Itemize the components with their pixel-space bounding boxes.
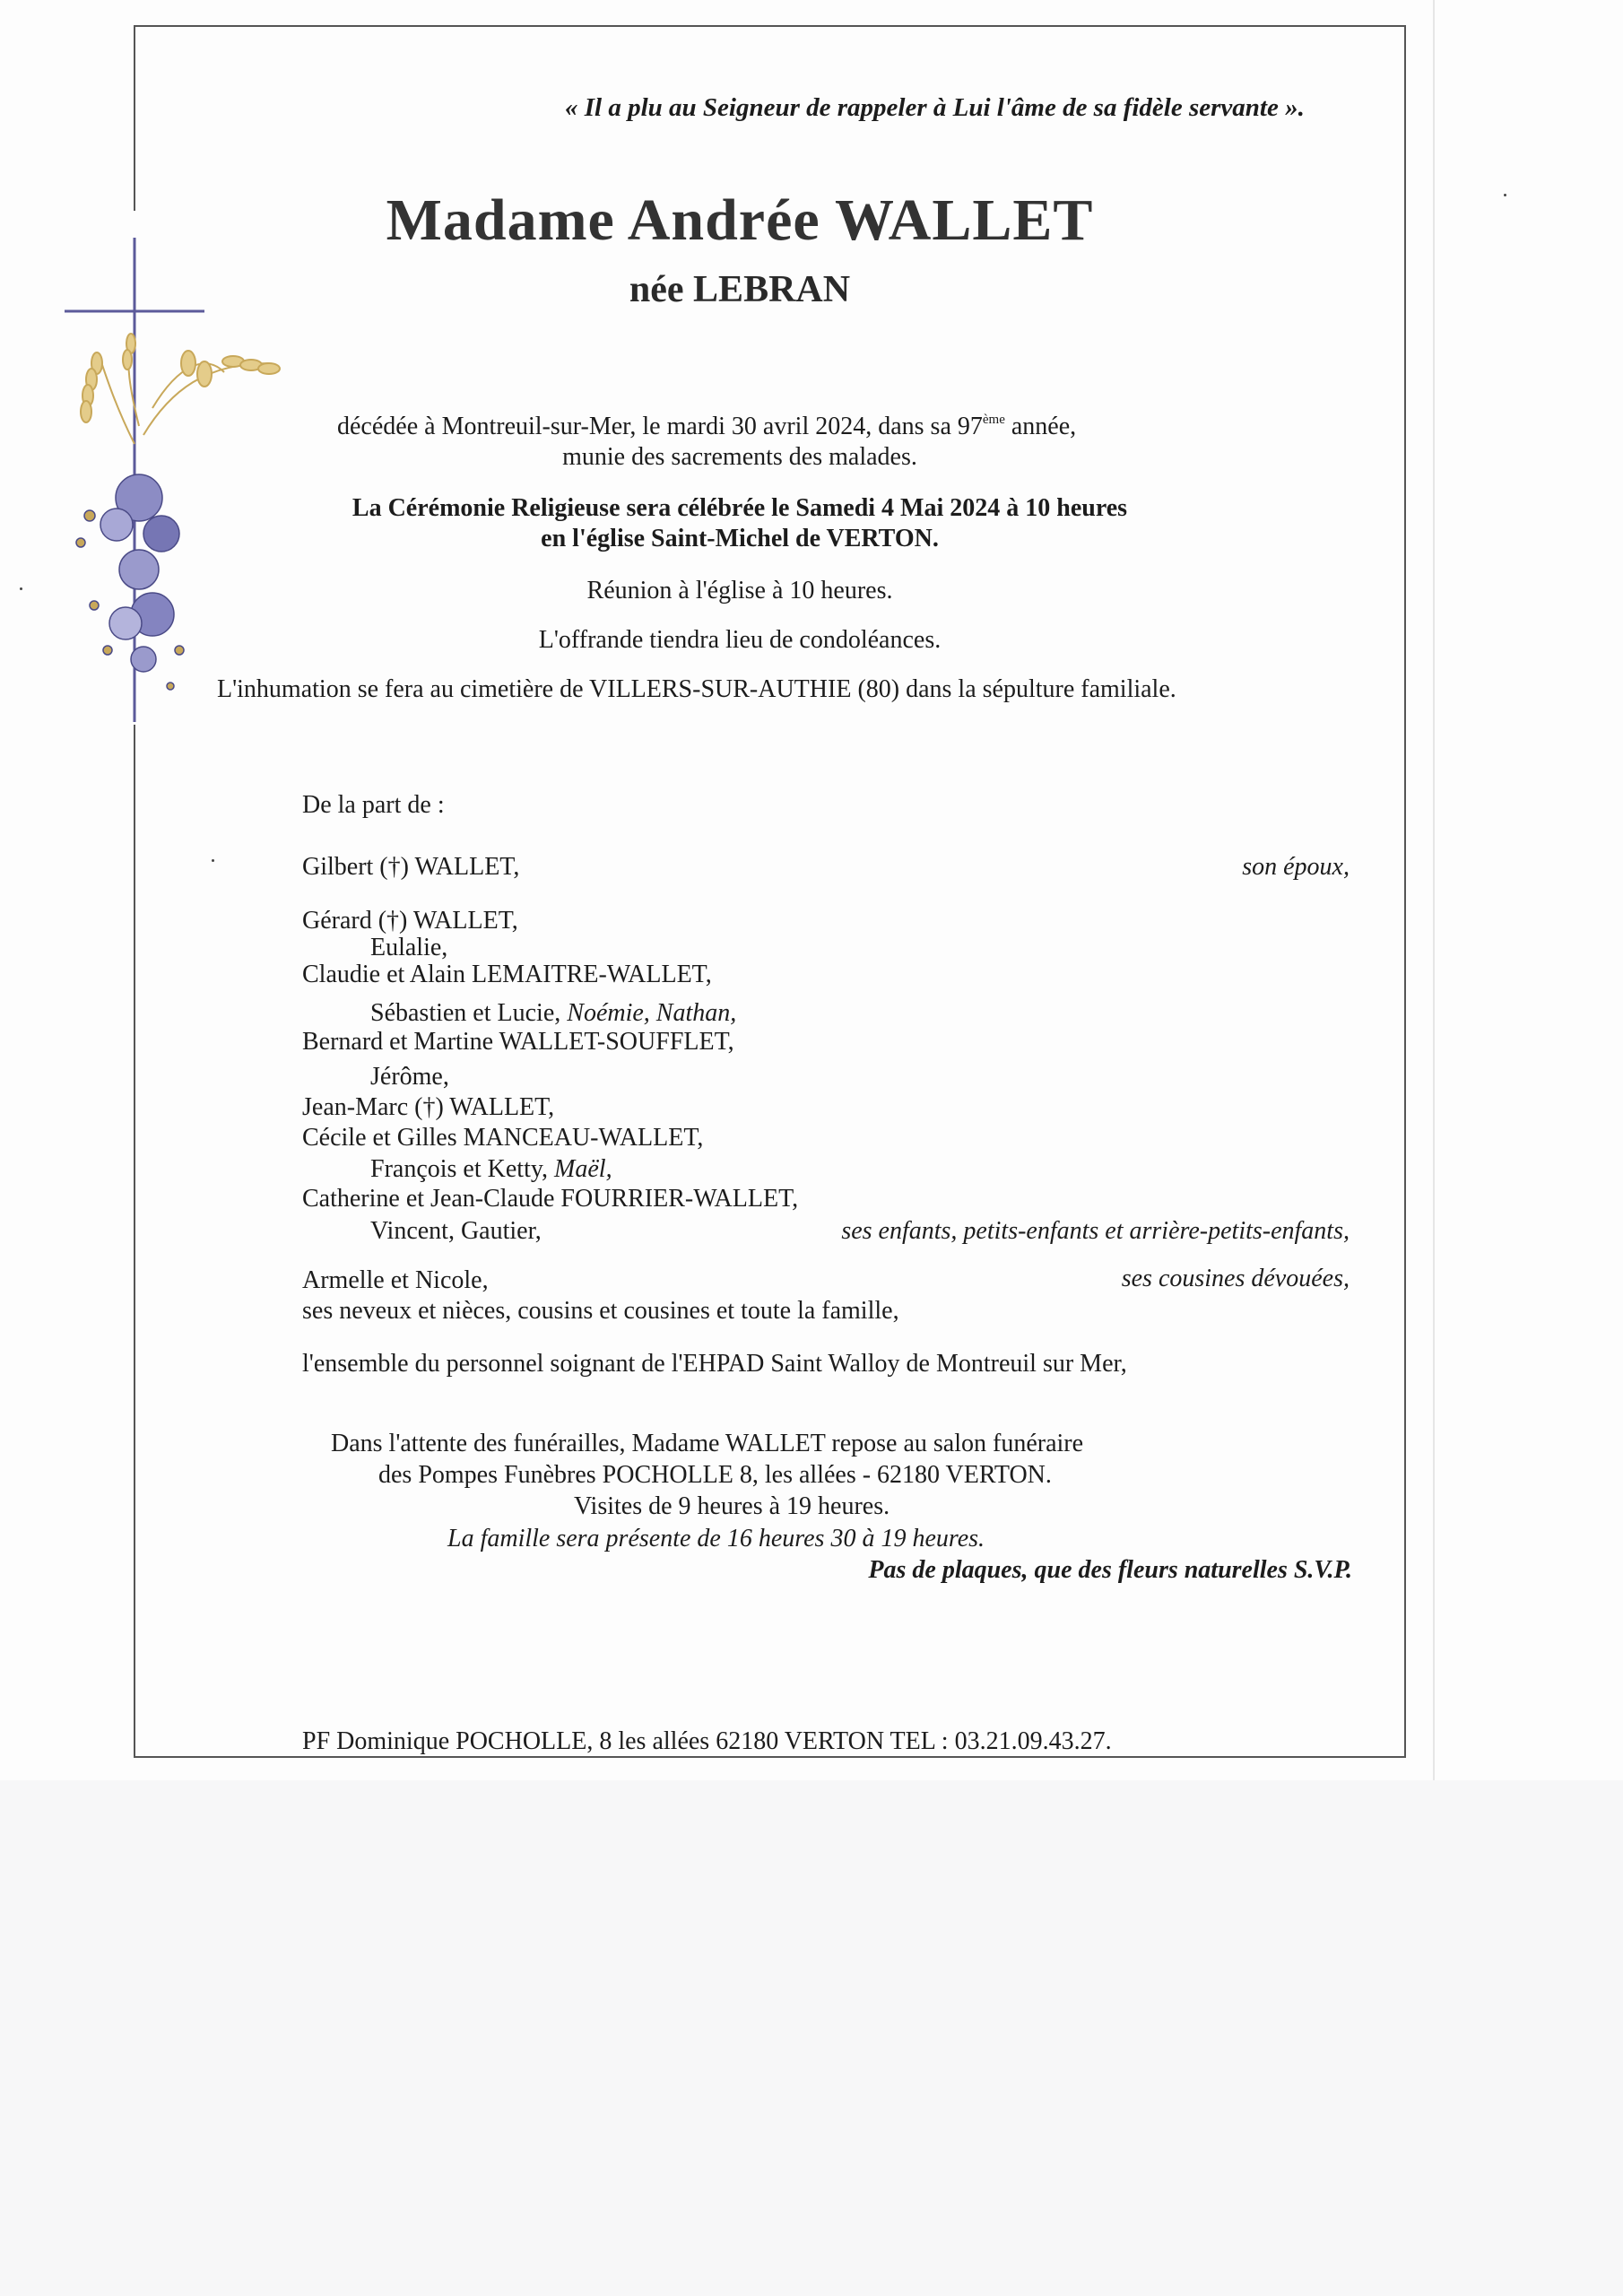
staff-line: l'ensemble du personnel soignant de l'EHPAD Saint Walloy de Montreuil sur Mer, <box>302 1350 1127 1378</box>
frame-left-border <box>134 725 135 1758</box>
family-member: Jean-Marc (†) WALLET, <box>302 1093 555 1121</box>
sacraments-line: munie des sacrements des malades. <box>562 443 917 471</box>
wheat-right-icon <box>143 351 280 435</box>
scan-speck <box>20 587 22 590</box>
spouse-role: son époux, <box>1242 853 1350 881</box>
ceremony-line-2: en l'église Saint-Michel de VERTON. <box>541 525 939 552</box>
spouse-name: Gilbert (†) WALLET, <box>302 853 520 881</box>
children-role: ses enfants, petits-enfants et arrière-petits-enfants, <box>841 1217 1350 1245</box>
footer-contact: PF Dominique POCHOLLE, 8 les allées 62180 VERTON TEL : 03.21.09.43.27. <box>302 1727 1112 1755</box>
family-member: Bernard et Martine WALLET-SOUFFLET, <box>302 1028 734 1056</box>
burial-line: L'inhumation se fera au cimetière de VILLERS-SUR-AUTHIE (80) dans la sépulture familiale. <box>217 675 1176 703</box>
extended-family: ses neveux et nièces, cousins et cousines et toute la famille, <box>302 1297 899 1325</box>
frame-bottom-border <box>134 1756 1406 1758</box>
scan-background <box>0 1780 1623 2296</box>
meeting-line: Réunion à l'église à 10 heures. <box>586 577 893 604</box>
family-member: Gérard (†) WALLET, <box>302 907 518 935</box>
family-member: François et Ketty, Maël, <box>370 1155 612 1183</box>
family-member: Eulalie, <box>370 934 448 961</box>
deceased-name: Madame Andrée WALLET <box>386 187 1094 253</box>
funeral-home-line-2: des Pompes Funèbres POCHOLLE 8, les allées - 62180 VERTON. <box>378 1461 1052 1489</box>
header-quote: « Il a plu au Seigneur de rappeler à Lui l'âme de sa fidèle servante ». <box>565 93 1305 122</box>
family-member: Jérôme, <box>370 1063 449 1091</box>
death-line: décédée à Montreuil-sur-Mer, le mardi 30 avril 2024, dans sa 97ème année, <box>337 413 1077 440</box>
family-member: Catherine et Jean-Claude FOURRIER-WALLET, <box>302 1185 799 1213</box>
ceremony-line-1: La Cérémonie Religieuse sera célébrée le Samedi 4 Mai 2024 à 10 heures <box>352 494 1128 522</box>
family-intro: De la part de : <box>302 791 445 819</box>
family-presence-line: La famille sera présente de 16 heures 30 à 19 heures. <box>447 1525 985 1552</box>
family-member: Vincent, Gautier, <box>370 1217 542 1245</box>
wheat-left-icon <box>81 334 139 444</box>
family-member: Sébastien et Lucie, Noémie, Nathan, <box>370 999 737 1027</box>
scan-edge-line <box>1433 0 1435 1780</box>
scan-speck <box>1504 194 1506 196</box>
cousins-role: ses cousines dévouées, <box>1121 1265 1350 1292</box>
maiden-name: née LEBRAN <box>629 269 851 310</box>
frame-left-border <box>134 25 135 211</box>
scan-speck <box>212 859 214 862</box>
family-member: Claudie et Alain LEMAITRE-WALLET, <box>302 961 712 988</box>
flowers-line: Pas de plaques, que des fleurs naturelles S.V.P. <box>868 1556 1352 1584</box>
offering-line: L'offrande tiendra lieu de condoléances. <box>538 626 942 654</box>
cousins-name: Armelle et Nicole, <box>302 1266 489 1294</box>
family-member: Cécile et Gilles MANCEAU-WALLET, <box>302 1124 704 1152</box>
funeral-home-line-1: Dans l'attente des funérailles, Madame WALLET repose au salon funéraire <box>331 1430 1084 1457</box>
visits-line: Visites de 9 heures à 19 heures. <box>574 1492 890 1520</box>
